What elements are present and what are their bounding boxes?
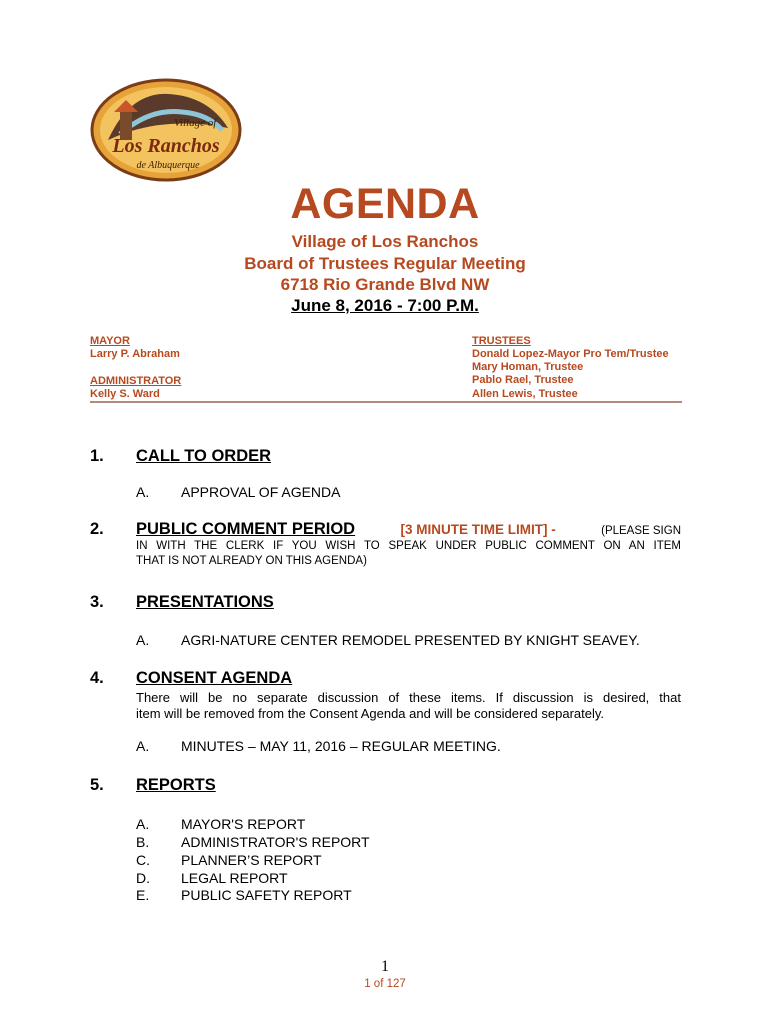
item-letter: A. [136, 738, 150, 754]
meeting-address: 6718 Rio Grande Blvd NW [280, 275, 490, 294]
public-comment-note: THAT IS NOT ALREADY ON THIS AGENDA) [136, 555, 367, 567]
svg-text:Los Ranchos: Los Ranchos [112, 135, 220, 157]
consent-agenda-description: item will be removed from the Consent Agenda and will be considered separately. [136, 706, 605, 721]
section-number: 1. [90, 447, 104, 465]
report-item: MAYOR'S REPORT [181, 816, 306, 832]
trustee-name: Allen Lewis, Trustee [472, 388, 578, 400]
trustee-name: Donald Lopez-Mayor Pro Tem/Trustee [472, 348, 669, 360]
section-heading-public-comment: PUBLIC COMMENT PERIOD [136, 520, 356, 538]
agenda-title: AGENDA [290, 180, 480, 228]
header-divider [90, 401, 682, 403]
administrator-label: ADMINISTRATOR [90, 375, 182, 387]
item-letter: E. [136, 887, 150, 903]
item-letter: A. [136, 816, 150, 832]
svg-text:de Albuquerque: de Albuquerque [136, 160, 200, 171]
village-name: Village of Los Ranchos [291, 232, 479, 251]
public-comment-note: IN WITH THE CLERK IF YOU WISH TO SPEAK UNDER PUBLIC COMMENT ON AN ITEM [136, 540, 681, 552]
public-comment-line [136, 520, 681, 539]
item-agri-nature-presentation: AGRI-NATURE CENTER REMODEL PRESENTED BY KNIGHT SEAVEY. [181, 632, 640, 648]
item-letter: A. [136, 632, 150, 648]
section-number: 2. [90, 520, 104, 538]
item-letter: A. [136, 484, 150, 500]
page-count: 1 of 127 [364, 978, 406, 990]
item-letter: D. [136, 870, 150, 886]
item-minutes: MINUTES – MAY 11, 2016 – REGULAR MEETING. [181, 738, 501, 754]
section-number: 5. [90, 776, 104, 794]
mayor-label: MAYOR [90, 335, 130, 347]
section-number: 3. [90, 593, 104, 611]
time-limit-note: [3 MINUTE TIME LIMIT] - [400, 522, 556, 537]
trustee-name: Pablo Rael, Trustee [472, 374, 574, 386]
public-comment-note-start: (PLEASE SIGN [601, 525, 681, 537]
item-letter: B. [136, 834, 150, 850]
village-logo [90, 78, 242, 182]
page-number: 1 [381, 958, 389, 975]
section-number: 4. [90, 669, 104, 687]
section-heading-reports: REPORTS [136, 776, 216, 794]
report-item: PLANNER’S REPORT [181, 852, 322, 868]
report-item: PUBLIC SAFETY REPORT [181, 887, 352, 903]
section-heading-presentations: PRESENTATIONS [136, 593, 274, 611]
item-letter: C. [136, 852, 150, 868]
section-heading-call-to-order: CALL TO ORDER [136, 447, 272, 465]
item-approval-of-agenda: APPROVAL OF AGENDA [181, 484, 341, 500]
mayor-name: Larry P. Abraham [90, 348, 180, 360]
section-heading-consent-agenda: CONSENT AGENDA [136, 669, 293, 687]
consent-agenda-description: There will be no separate discussion of these items. If discussion is desired, that [136, 690, 681, 705]
trustees-label: TRUSTEES [472, 335, 531, 347]
meeting-date: June 8, 2016 - 7:00 P.M. [291, 296, 479, 315]
meeting-type: Board of Trustees Regular Meeting [244, 254, 526, 273]
report-item: LEGAL REPORT [181, 870, 288, 886]
administrator-name: Kelly S. Ward [90, 388, 160, 400]
report-item: ADMINISTRATOR'S REPORT [181, 834, 370, 850]
trustee-name: Mary Homan, Trustee [472, 361, 584, 373]
svg-text:Village of: Village of [174, 117, 217, 129]
